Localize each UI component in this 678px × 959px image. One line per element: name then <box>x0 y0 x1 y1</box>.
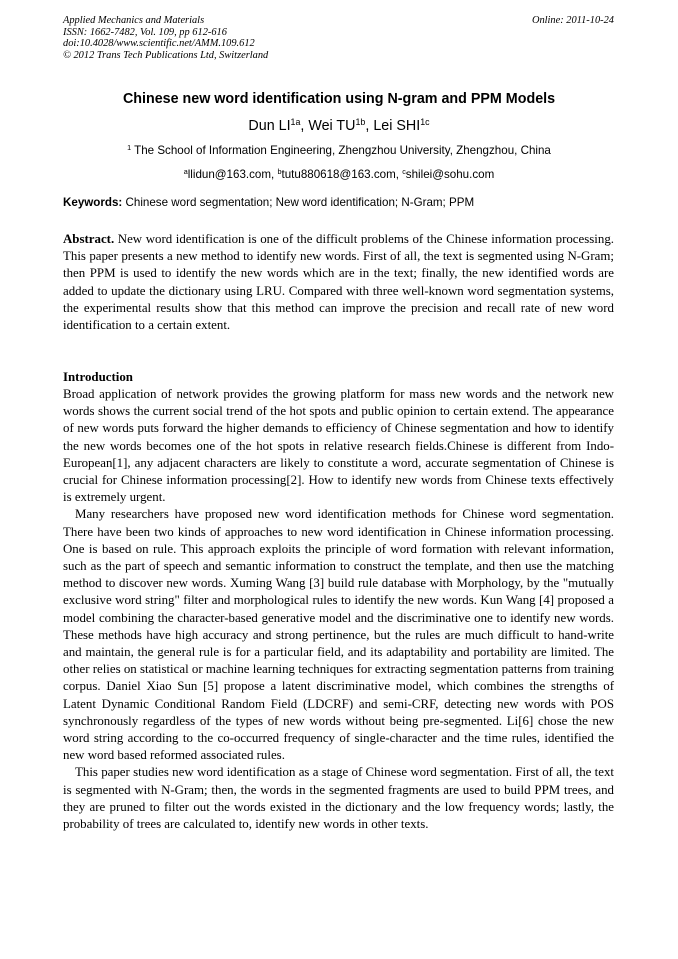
abstract-text: New word identification is one of the difficult problems of the Chinese information processing. This paper presents a new method to identify new words. First of all, the text is segmented using N-Gram; then PPM is used to identify the new words which are in the text; finally, the new identified words are added to update the dictionary using LRU. Compared with three well-known word segmentation systems, the experimental results show that this method can improve the precision and recall rate of new word identification to a certain extent. <box>63 232 614 333</box>
email-superscript: c <box>402 167 406 177</box>
issn-line: ISSN: 1662-7482, Vol. 109, pp 612-616 <box>63 26 227 38</box>
introduction-body <box>63 386 614 833</box>
author-superscript: 1b <box>355 117 366 128</box>
author-name: Dun LI <box>248 118 291 134</box>
abstract-label: Abstract. <box>63 232 115 246</box>
keywords-text: Chinese word segmentation; New word identification; N-Gram; PPM <box>125 196 475 209</box>
abstract <box>63 231 614 334</box>
email-superscript: b <box>277 167 282 177</box>
author-name: Lei SHI <box>373 118 421 134</box>
email-link[interactable]: tutu880618@163.com <box>281 168 396 181</box>
email-link[interactable]: llidun@163.com <box>187 168 272 181</box>
paper-title: Chinese new word identification using N-gram and PPM Models <box>122 91 556 107</box>
keywords-line <box>63 195 614 210</box>
paragraph: This paper studies new word identification as a stage of Chinese word segmentation. First of all, the text is segmented with N-Gram; then, the words in the segmented fragments are used to build PPM trees, and they are pruned to filter out the words existed in the dictionary and the low frequency words; lastly, the probability of trees are calculated to, identify new words in other texts. <box>63 765 614 832</box>
keywords-label: Keywords: <box>63 196 123 209</box>
paragraph: Many researchers have proposed new word identification methods for Chinese word segmentation. There have been two kinds of approaches to new word identification in Chinese information processing. One is based on rule. This approach exploits the principle of word formation with relevant information, such as the part of speech and semantic information to construct the template, and then use the matching method to discover new words. Xuming Wang [3] build rule database with Morphology, by the "mutually exclusive word string" filter and morphological rules to identify the new words. Kun Wang [4] proposed a model combining the character-based generative model and the discriminative one to identify new words. These methods have high accuracy and strong pertinence, but the rules are much difficult to hand-write and maintain, the general rule is for a particular field, and its adaptability and portability are limited. The other relies on statistical or machine learning techniques for extracting segmentation patterns from training corpus. Daniel Xiao Sun [5] propose a latent discriminative model, which combines the strengths of Latent Dynamic Conditional Random Field (LDCRF) and semi-CRF, detecting new words with POS synchronously regardless of the types of new words without being pre-segmented. Li[6] chose the new word string according to the co-occurred frequency of single-character and the time rules, identified the new word based reformed associated rules. <box>63 507 614 763</box>
author-superscript: 1a <box>290 117 301 128</box>
affiliation-text: The School of Information Engineering, Zhengzhou University, Zhengzhou, China <box>134 144 551 157</box>
email-list: $^a$llidun@163.com, $^b$tutu880618@163.com, $^c$shilei@sohu.com <box>183 167 495 181</box>
author-superscript: 1c <box>420 117 430 128</box>
email-link[interactable]: shilei@sohu.com <box>405 168 495 181</box>
affiliation <box>40 143 638 158</box>
email-superscript: a <box>183 167 188 177</box>
author-list: Dun $LI^{1a}$, Wei $TU^{1b}$, Lei $SHI^{1c}$ <box>248 117 430 134</box>
author-name: Wei TU <box>308 118 356 134</box>
copyright-line: © 2012 Trans Tech Publications Ltd, Switzerland <box>63 49 269 61</box>
doi-line: doi:10.4028/www.scientific.net/AMM.109.612 <box>63 38 255 50</box>
paragraph: Broad application of network provides the growing platform for mass new words and the network new words shows the current social trend of the hot spots and public opinion to certain extend. The appearance of new words puts forward the higher demands to efficiency of Chinese segmentation and how to identify the new words becomes one of the hot spots in relative research fields.Chinese is different from Indo-European[1], any adjacent characters are likely to constitute a word, accurate segmentation of Chinese is crucial for Chinese information processing[2]. How to identify new words from Chinese texts effectively is extremely urgent. <box>63 387 614 505</box>
affiliation-superscript: 1 <box>127 143 132 153</box>
online-date: Online: 2011-10-24 <box>531 15 614 26</box>
journal-header <box>63 15 443 61</box>
section-heading-introduction: Introduction <box>63 370 133 384</box>
journal-name: Applied Mechanics and Materials <box>63 15 205 26</box>
